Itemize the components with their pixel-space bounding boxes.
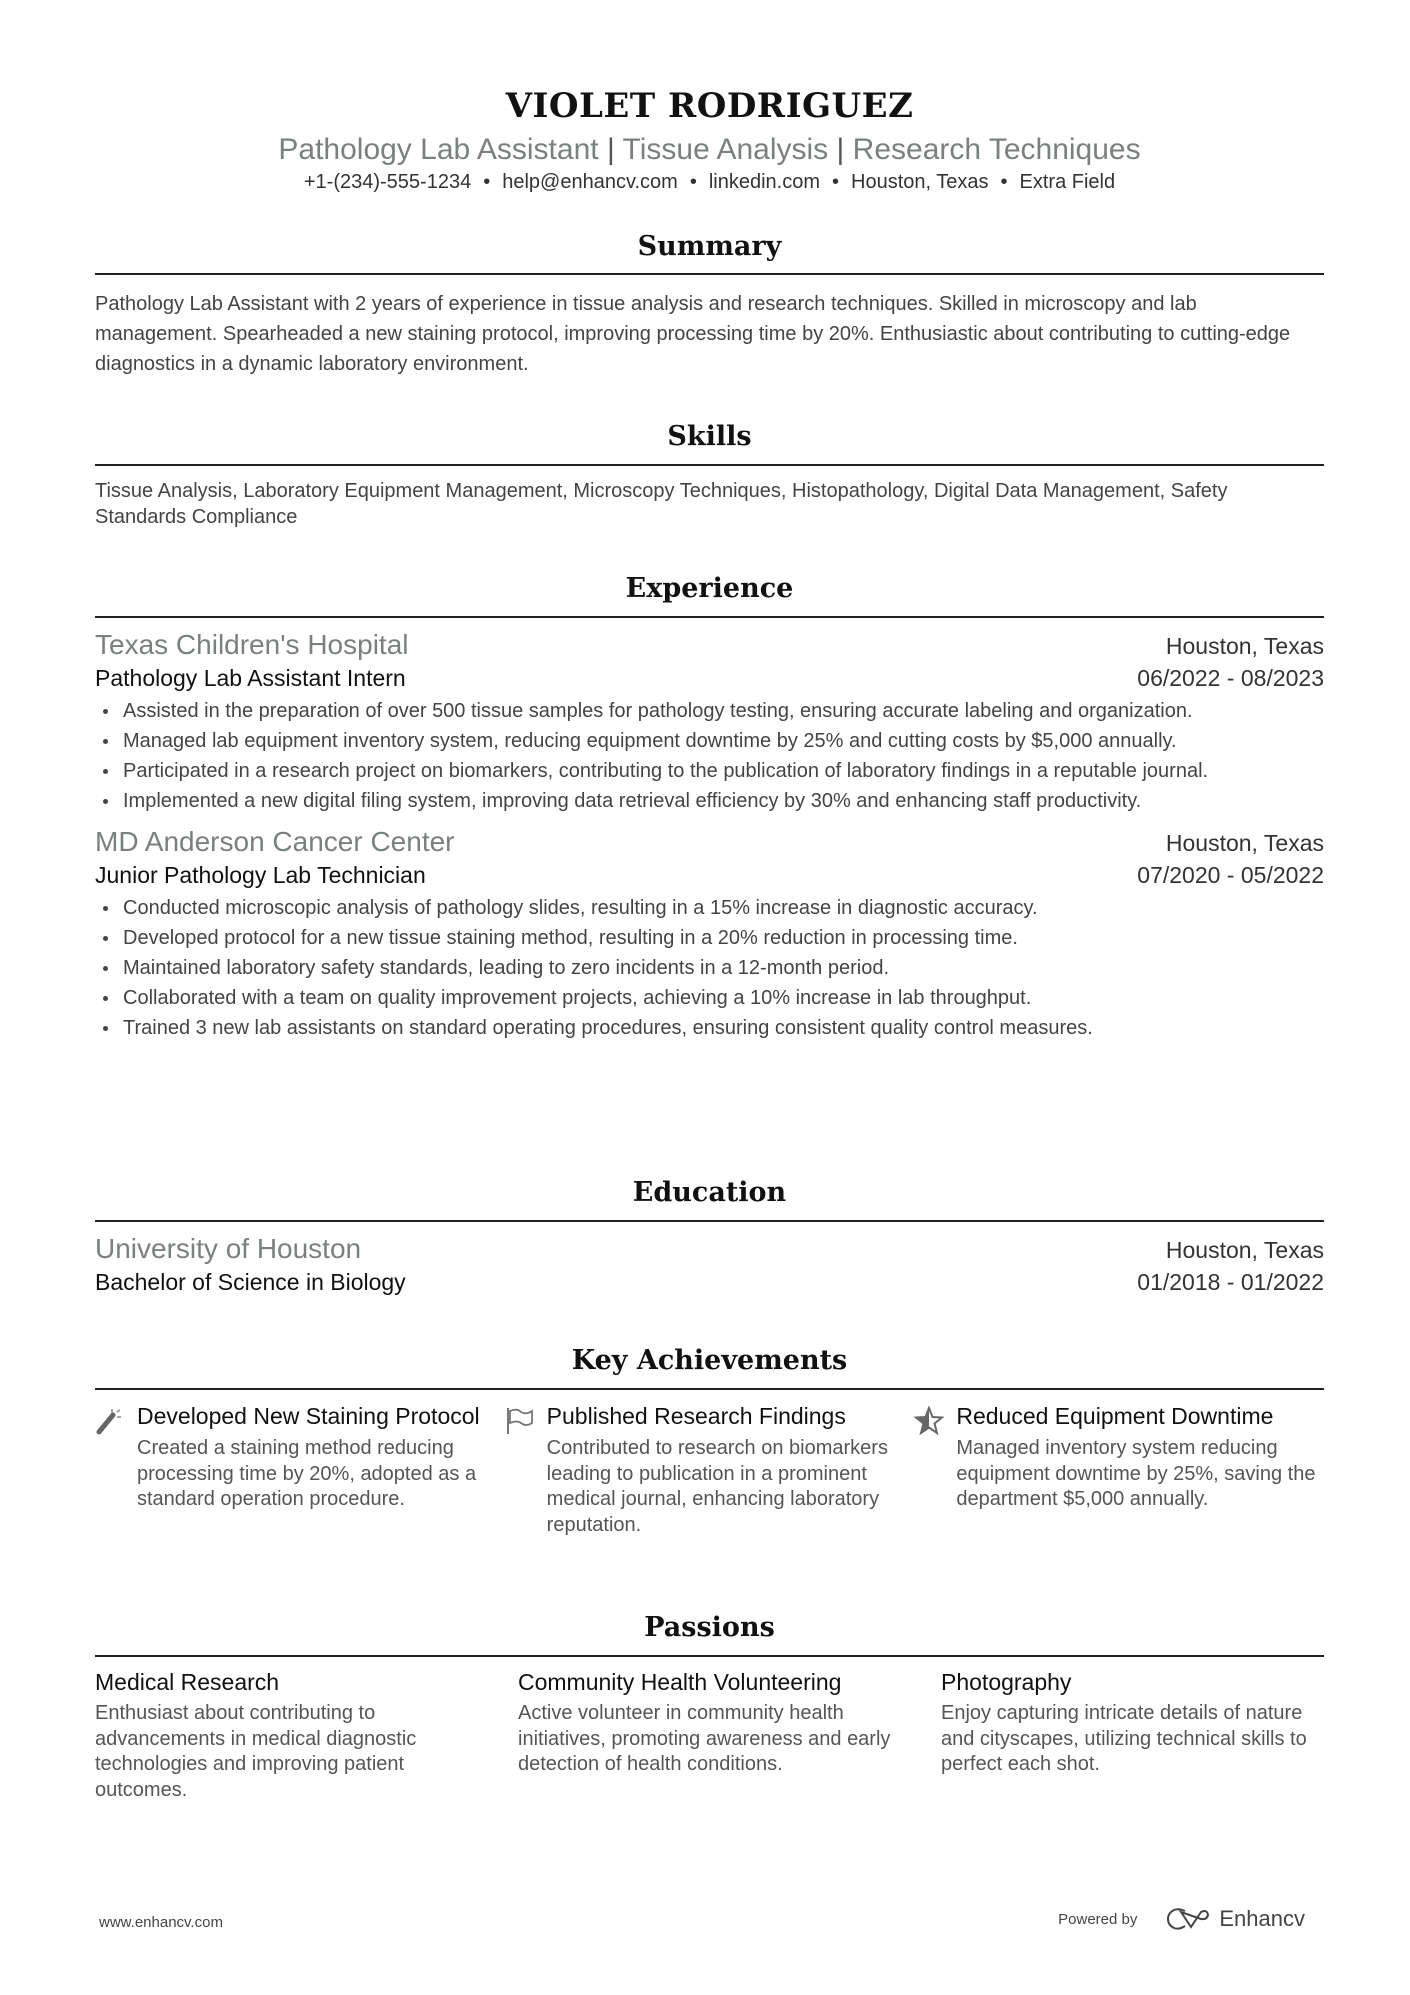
job-bullets <box>95 696 1324 816</box>
star-icon <box>914 1402 956 1538</box>
powered-by-label: Powered by <box>1058 1910 1138 1928</box>
section-heading: Skills <box>667 421 752 452</box>
powered-by <box>1058 1906 1305 1932</box>
headline-part: Tissue Analysis <box>622 133 829 166</box>
candidate-name: VIOLET RODRIGUEZ <box>505 86 914 126</box>
section-heading: Passions <box>644 1612 775 1643</box>
headline-part: Pathology Lab Assistant <box>278 133 599 166</box>
section-divider <box>95 464 1324 466</box>
passion-title: Community Health Volunteering <box>518 1669 842 1695</box>
bullet-item: Maintained laboratory safety standards, leading to zero incidents in a 12-month period. <box>123 953 1324 983</box>
section-heading: Summary <box>637 231 782 262</box>
achievement-description: Contributed to research on biomarkers leading to publication in a prominent medical journal, enhancing laboratory reputation. <box>546 1437 888 1536</box>
achievement-item <box>95 1402 505 1538</box>
brand-name: Enhancv <box>1219 1906 1305 1931</box>
separator: | <box>606 133 615 166</box>
bullet-item: Developed protocol for a new tissue staining method, resulting in a 20% reduction in processing time. <box>123 923 1324 953</box>
magic-wand-icon <box>95 1402 137 1538</box>
passion-description: Enjoy capturing intricate details of nature and cityscapes, utilizing technical skills to perfect each shot. <box>941 1702 1307 1776</box>
bullet-item: Participated in a research project on biomarkers, contributing to the publication of laboratory findings in a reputable journal. <box>123 756 1324 786</box>
passion-title: Medical Research <box>95 1669 280 1695</box>
achievements-section <box>95 1342 1324 1538</box>
achievement-title: Developed New Staining Protocol <box>137 1403 480 1429</box>
enhancv-logo-icon <box>1165 1906 1211 1932</box>
passion-description: Active volunteer in community health initiatives, promoting awareness and early detection of health conditions. <box>518 1702 891 1776</box>
summary-text: Pathology Lab Assistant with 2 years of experience in tissue analysis and research techniques. Skilled in microscopy and lab management. Spearheaded a new staining protocol, improving processing time by 20%. Enthusiastic about contributing to cutting-edge diagnostics in a dynamic laboratory environment. <box>95 293 1291 375</box>
job-entry <box>95 826 1324 1043</box>
flag-icon <box>505 1402 547 1538</box>
passion-item <box>518 1667 941 1803</box>
bullet-separator: • <box>832 171 840 193</box>
bullet-item: Trained 3 new lab assistants on standard operating procedures, ensuring consistent quality control measures. <box>123 1013 1324 1043</box>
degree: Bachelor of Science in Biology <box>95 1269 406 1295</box>
bullet-item: Conducted microscopic analysis of pathology slides, resulting in a 15% increase in diagnostic accuracy. <box>123 893 1324 923</box>
section-heading: Experience <box>625 573 794 604</box>
headline <box>95 133 1324 167</box>
job-location: Houston, Texas <box>1165 633 1324 659</box>
section-divider <box>95 616 1324 618</box>
skills-text: Tissue Analysis, Laboratory Equipment Management, Microscopy Techniques, Histopathology, Digital Data Management, Safety Standards Compliance <box>95 480 1228 528</box>
school-name: University of Houston <box>95 1233 362 1264</box>
job-title: Junior Pathology Lab Technician <box>95 862 426 888</box>
achievement-item <box>914 1402 1324 1538</box>
achievement-title: Reduced Equipment Downtime <box>956 1403 1274 1429</box>
company-name: MD Anderson Cancer Center <box>95 826 455 857</box>
school-location: Houston, Texas <box>1165 1237 1324 1263</box>
section-divider <box>95 273 1324 275</box>
phone: +1-(234)-555-1234 <box>303 171 472 193</box>
education-dates: 01/2018 - 01/2022 <box>1137 1269 1324 1295</box>
passion-item <box>95 1667 518 1803</box>
skills-section <box>95 418 1324 530</box>
experience-section <box>95 570 1324 1043</box>
extra-field: Extra Field <box>1019 171 1116 193</box>
website-link[interactable]: www.enhancv.com <box>99 1914 223 1931</box>
email-link[interactable]: help@enhancv.com <box>502 171 678 193</box>
job-bullets <box>95 893 1324 1043</box>
achievement-description: Created a staining method reducing processing time by 20%, adopted as a standard operation procedure. <box>137 1437 477 1511</box>
bullet-item: Implemented a new digital filing system, improving data retrieval efficiency by 30% and enhancing staff productivity. <box>123 786 1324 816</box>
education-section <box>95 1174 1324 1296</box>
job-location: Houston, Texas <box>1165 830 1324 856</box>
company-name: Texas Children's Hospital <box>95 629 409 660</box>
achievement-description: Managed inventory system reducing equipment downtime by 25%, saving the department $5,000 annually. <box>956 1437 1316 1511</box>
linkedin-link[interactable]: linkedin.com <box>708 171 820 193</box>
passion-item <box>941 1667 1324 1803</box>
job-title: Pathology Lab Assistant Intern <box>95 665 406 691</box>
bullet-separator: • <box>483 171 491 193</box>
section-heading: Education <box>632 1177 787 1208</box>
job-entry <box>95 629 1324 816</box>
section-heading: Key Achievements <box>571 1345 848 1376</box>
separator: | <box>836 133 845 166</box>
bullet-item: Assisted in the preparation of over 500 tissue samples for pathology testing, ensuring accurate labeling and organization. <box>123 696 1324 726</box>
summary-section <box>95 228 1324 379</box>
section-divider <box>95 1388 1324 1390</box>
passion-title: Photography <box>941 1669 1072 1695</box>
section-divider <box>95 1655 1324 1657</box>
bullet-item: Managed lab equipment inventory system, reducing equipment downtime by 25% and cutting costs by $5,000 annually. <box>123 726 1324 756</box>
job-dates: 06/2022 - 08/2023 <box>1137 665 1324 691</box>
location: Houston, Texas <box>851 171 989 193</box>
bullet-separator: • <box>689 171 697 193</box>
bullet-item: Collaborated with a team on quality improvement projects, achieving a 10% increase in lab throughput. <box>123 983 1324 1013</box>
achievement-title: Published Research Findings <box>546 1403 846 1429</box>
achievement-item <box>505 1402 915 1538</box>
bullet-separator: • <box>1000 171 1008 193</box>
passions-section <box>95 1609 1324 1803</box>
job-dates: 07/2020 - 05/2022 <box>1137 862 1324 888</box>
section-divider <box>95 1220 1324 1222</box>
passion-description: Enthusiast about contributing to advancements in medical diagnostic technologies and improving patient outcomes. <box>95 1702 417 1801</box>
contact-line <box>95 171 1324 194</box>
headline-part: Research Techniques <box>852 133 1141 166</box>
